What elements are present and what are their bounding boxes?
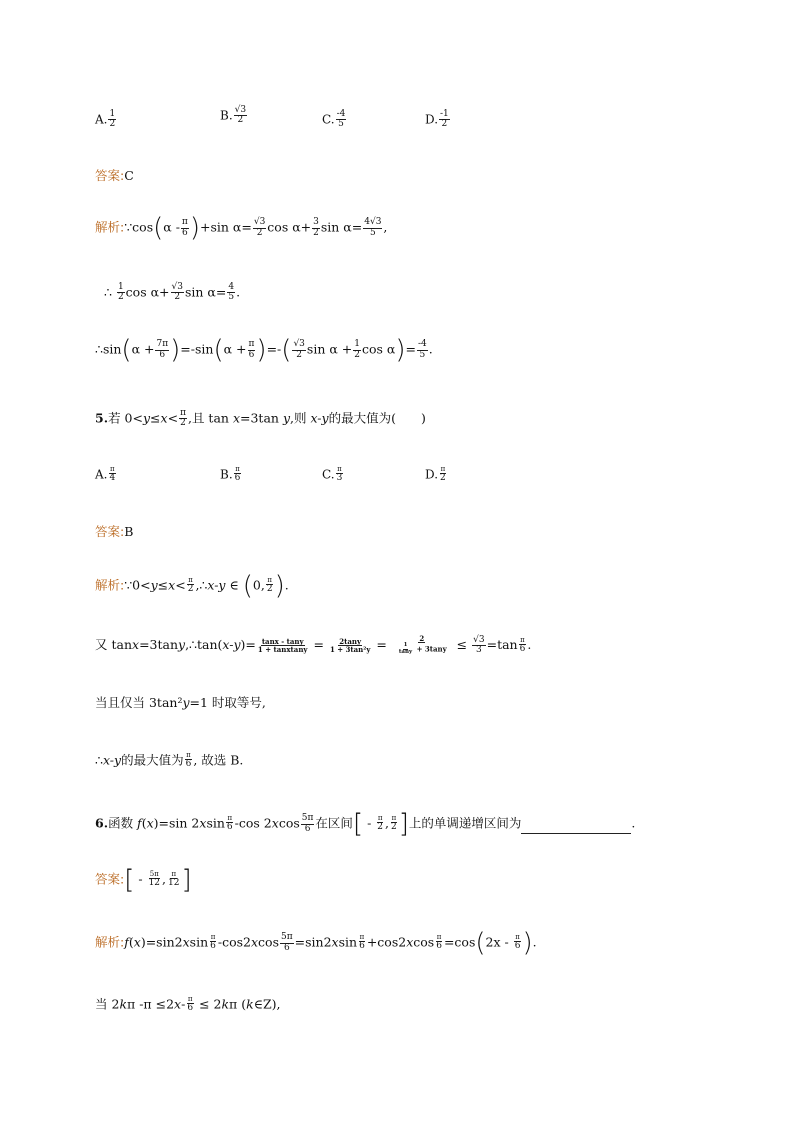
solution-label: 解析: xyxy=(95,934,125,950)
q4-answer: 答案:C xyxy=(95,168,134,183)
answer-label: 答案: xyxy=(95,524,125,539)
q5-solution-line4: ∴x-y的最大值为 $\frac{\pi}{6}$ , 故选 B. xyxy=(95,751,244,770)
q4-option-b[interactable]: B. $\frac{√3}{2}$ xyxy=(220,105,247,126)
solution-label: 解析: xyxy=(95,219,125,235)
q4-option-c[interactable]: C. $\frac{-4}{5}$ xyxy=(322,109,346,130)
q5-option-c[interactable]: C. $\frac{\pi}{3}$ xyxy=(322,465,343,484)
solution-label: 解析: xyxy=(95,577,125,593)
q6-answer: 答案:[ - $\frac{5\pi}{12}$ , $\frac{\pi}{12}$ ] xyxy=(95,865,192,895)
fraction: $\frac{-1}{2}$ xyxy=(440,109,449,130)
q5-option-d[interactable]: D. $\frac{\pi}{2}$ xyxy=(425,465,446,484)
q4-solution-line2: ∴ $\frac{1}{2}$ cos α+ $\frac{√3}{2}$ sin α= $\frac{4}{5}$ . xyxy=(104,282,241,303)
fraction: $\frac{-4}{5}$ xyxy=(336,109,346,130)
fraction: $\frac{√3}{2}$ xyxy=(234,105,247,126)
q4-option-a[interactable]: A. $\frac{1}{2}$ xyxy=(95,109,116,130)
q6-solution-line2: 当 2kπ -π ≤2x- $\frac{\pi}{6}$ ≤ 2kπ (k∈Z), xyxy=(95,995,281,1014)
fraction: $\frac{1}{2}$ xyxy=(109,109,116,130)
q5-solution-line1: 解析:∵0<y≤x< $\frac{\pi}{2}$ ,∴x-y ∈ (0, $\frac{\pi}{2}$ ). xyxy=(95,571,289,601)
q4-solution-line3: ∴sin(α + $\frac{7\pi}{6}$ )=-sin(α + $\frac{\pi}{6}$ )=-( $\frac{√3}{2}$ sin α + $\frac{1}{2}$ cos α)= $\frac{-4}{5}$ . xyxy=(95,335,433,365)
q5-option-b[interactable]: B. $\frac{\pi}{6}$ xyxy=(220,465,241,484)
q4-solution-line1: 解析:∵cos(α - $\frac{\pi}{6}$ )+sin α= $\frac{√3}{2}$ cos α+ $\frac{3}{2}$ sin α= $\frac{4√3}{5}$ , xyxy=(95,213,388,243)
q6-question: 6.函数 f(x)=sin 2xsin $\frac{\pi}{6}$ -cos 2xcos $\frac{5\pi}{6}$ 在区间[ - $\frac{\pi}{2}$ , $\frac{\pi}{2}$ ]上的单调递增区间为 . xyxy=(95,809,636,839)
answer-blank[interactable] xyxy=(521,821,631,834)
q5-option-a[interactable]: A. $\frac{\pi}{4}$ xyxy=(95,465,116,484)
q4-option-d[interactable]: D. $\frac{-1}{2}$ xyxy=(425,109,449,130)
q5-solution-line2: 又 tanx=3tany,∴tan(x-y)= $\frac{\tan x - \tan y}{\text{1 + tanxtany}}$ = $\frac{2\tan y}{\text{1 + 3tan²y}}$ = 2 $\frac{1}{\tan y}$ + 3tany ≤ $\frac{√3}{3}$ =tan $\frac{\pi}{6}$ . xyxy=(95,634,532,656)
q5-solution-line3: 当且仅当 3tan²y=1 时取等号, xyxy=(95,695,266,710)
answer-label: 答案: xyxy=(95,168,125,183)
answer-label: 答案: xyxy=(95,871,125,887)
q5-question: 5.若 0<y≤x< $\frac{\pi}{2}$ ,且 tan x=3tan y,则 x-y的最大值为( ) xyxy=(95,408,426,429)
q6-solution-line1: 解析:f(x)=sin2xsin $\frac{\pi}{6}$ -cos2xcos $\frac{5\pi}{6}$ =sin2xsin $\frac{\pi}{6}$ +cos2xcos $\frac{\pi}{6}$ =cos(2x - $\frac{\pi}{6}$ ). xyxy=(95,928,537,958)
q5-answer: 答案:B xyxy=(95,524,134,539)
